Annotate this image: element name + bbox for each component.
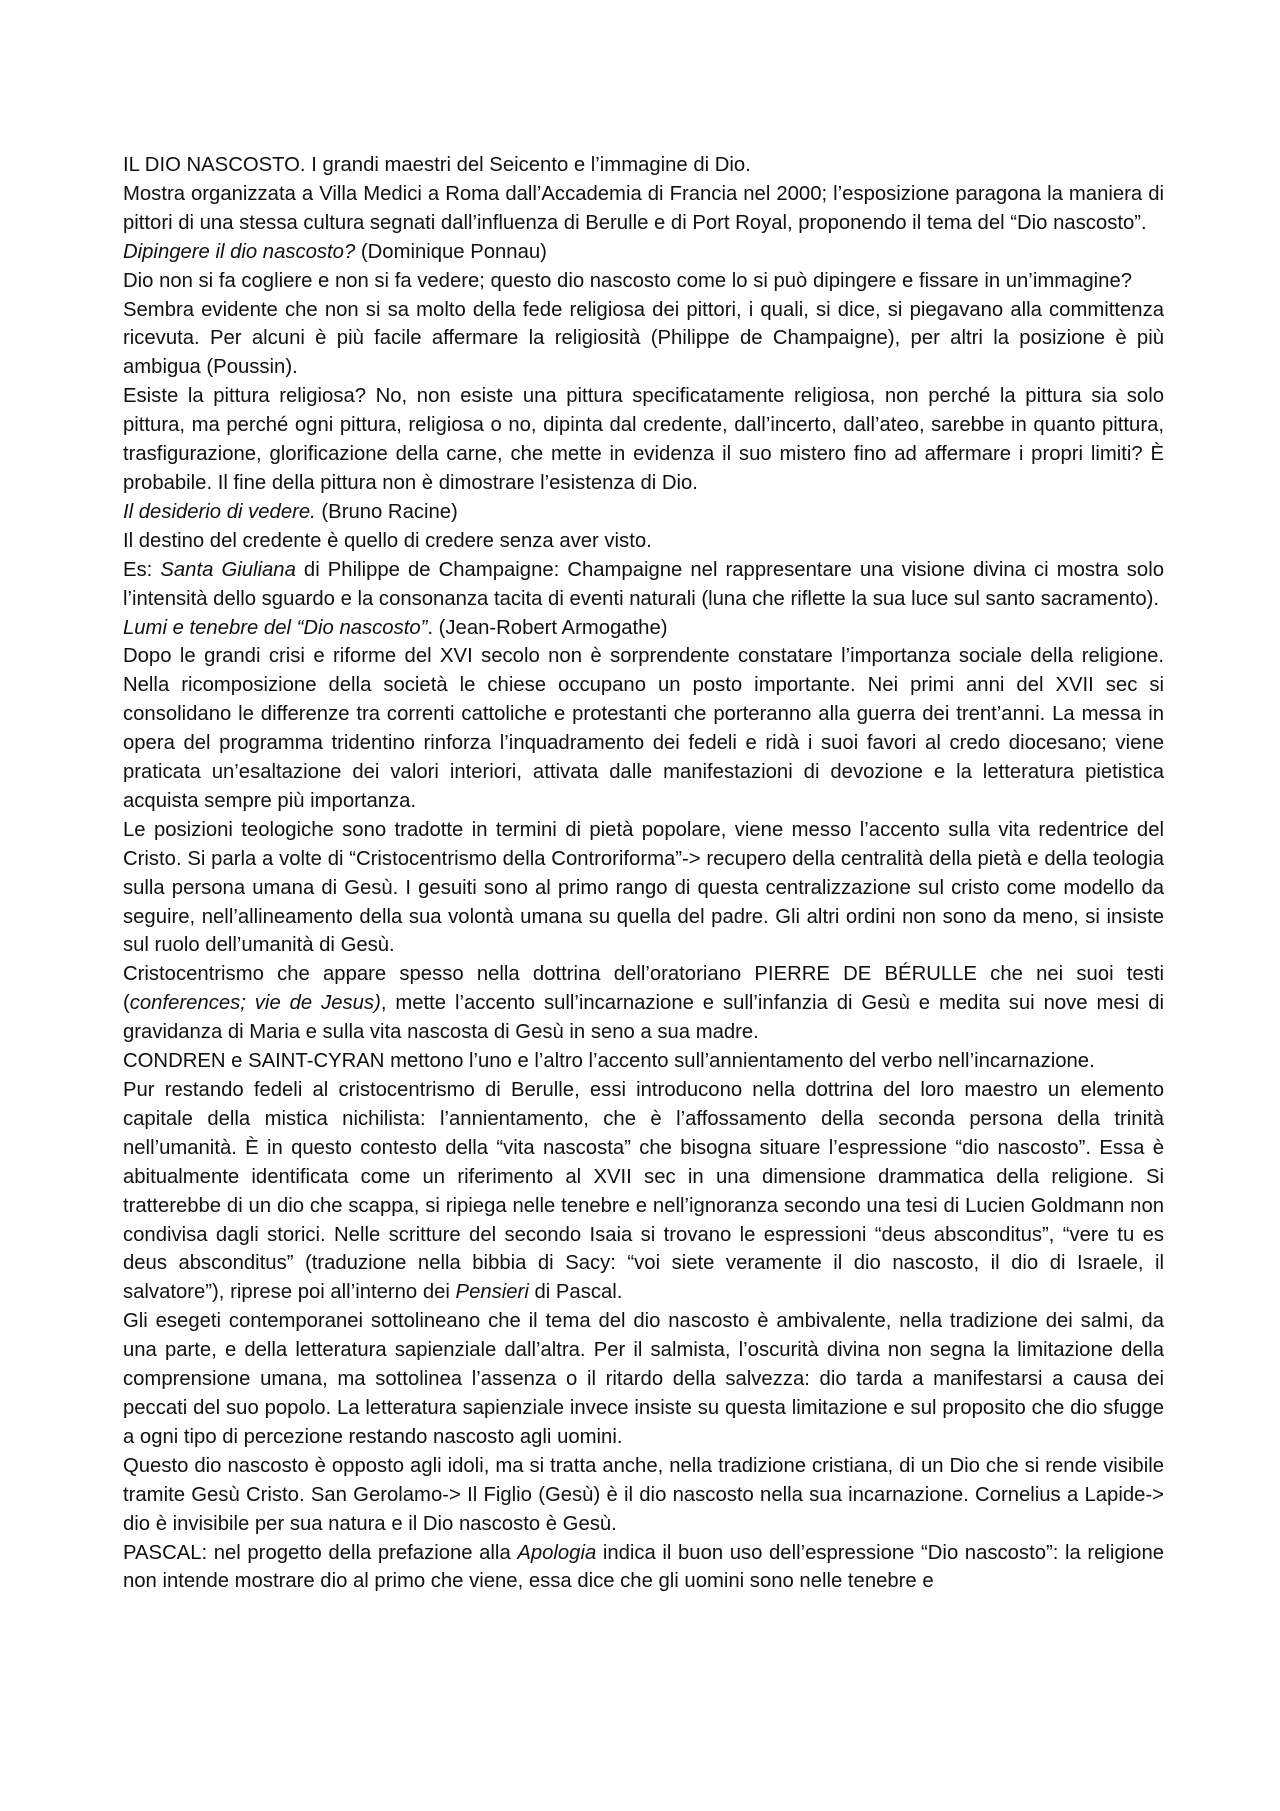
paragraph: Gli esegeti contemporanei sottolineano che il tema del dio nascosto è ambivalente, nella tradizione dei salmi, da una parte, e della letteratura sapienziale dall’altra. Per il salmista, l’oscurità divina non segna la limitazione della comprensione umana, ma sottolinea l’assenza o il ritardo della salvezza: dio tarda a manifestarsi a causa dei peccati del suo popolo. La letteratura sapienziale invece insiste su questa limitazione e sul proposito che dio sfugge a ogni tipo di percezione restando nascosto agli uomini. (123, 1310, 1164, 1448)
work-title: Pensieri (455, 1281, 529, 1304)
paragraph (123, 1539, 1164, 1597)
section-heading-author: (Bruno Racine) (315, 500, 458, 523)
document-title: IL DIO NASCOSTO. I grandi maestri del Seicento e l’immagine di Dio. (123, 154, 751, 176)
paragraph (123, 556, 1164, 614)
text-run: Es: (123, 558, 161, 581)
paragraph: Sembra evidente che non si sa molto della fede religiosa dei pittori, i quali, si dice, si piegavano alla committenza ricevuta. Per alcuni è più facile affermare la religiosità (Philippe de Champaigne), per altri la posizione è più ambigua (Poussin). (123, 298, 1164, 379)
section-heading-author: (Dominique Ponnau) (355, 240, 547, 263)
text-run: di Pascal. (528, 1281, 623, 1304)
paragraph: Dopo le grandi crisi e riforme del XVI secolo non è sorprendente constatare l’importanza sociale della religione. Nella ricomposizione della società le chiese occupano un posto importante. Nei primi anni del XVII sec si consolidano le differenze tra correnti cattoliche e protestanti che porteranno alla guerra dei trent’anni. La messa in opera del programma tridentino rinforza l’inquadramento dei fedeli e ridà i suoi favori al credo diocesano; viene praticata un’esaltazione dei valori interiori, attivata dalle manifestazioni di devozione e la letteratura pietistica acquista sempre più importanza. (123, 645, 1164, 812)
section-heading-author: . (Jean-Robert Armogathe) (427, 616, 668, 639)
section-heading-italic: Lumi e tenebre del “Dio nascosto” (123, 616, 428, 639)
section-heading-italic: Dipingere il dio nascosto? (123, 240, 356, 263)
work-titles: conferences; vie de Jesus) (129, 992, 381, 1015)
text-run: indica il buon uso dell’espressione “Dio nascosto”: la religione non intende mostrare dio al primo che viene, essa dice che gli uomini sono nelle tenebre e (123, 1541, 1164, 1593)
text-run: Cristocentrismo che appare spesso nella dottrina dell’oratoriano PIERRE DE BÉRULLE che nei suoi testi ( (123, 963, 1164, 1015)
paragraph: Questo dio nascosto è opposto agli idoli, ma si tratta anche, nella tradizione cristiana, di un Dio che si rende visibile tramite Gesù Cristo. San Gerolamo-> Il Figlio (Gesù) è il dio nascosto nella sua incarnazione. Cornelius a Lapide-> dio è invisibile per sua natura e il Dio nascosto è Gesù. (123, 1454, 1164, 1535)
text-run: , mette l’accento sull’incarnazione e sull’infanzia di Gesù e medita sui nove mesi di gravidanza di Maria e sulla vita nascosta di Gesù in seno a sua madre. (123, 992, 1164, 1044)
paragraph: CONDREN e SAINT-CYRAN mettono l’uno e l’altro l’accento sull’annientamento del verbo nell’incarnazione. (123, 1050, 1095, 1073)
section-heading-italic: Il desiderio di vedere. (123, 500, 316, 523)
work-title: Apologia (517, 1541, 597, 1564)
paragraph: Esiste la pittura religiosa? No, non esiste una pittura specificatamente religiosa, non perché la pittura sia solo pittura, ma perché ogni pittura, religiosa o no, dipinta dal credente, dall’incerto, dall’ateo, sarebbe in quanto pittura, trasfigurazione, glorificazione della carne, che mette in evidenza il suo mistero fino ad affermare i propri limiti? È probabile. Il fine della pittura non è dimostrare l’esistenza di Dio. (123, 385, 1164, 494)
paragraph: Dio non si fa cogliere e non si fa vedere; questo dio nascosto come lo si può dipingere e fissare in un’immagine? (123, 269, 1133, 292)
text-run: Pur restando fedeli al cristocentrismo di Berulle, essi introducono nella dottrina del loro maestro un elemento capitale della mistica nichilista: l’annientamento, che è l’affossamento della seconda persona della trinità nell’umanità. È in questo contesto della “vita nascosta” che bisogna situare l’espressione “dio nascosto”. Essa è abitualmente identificata come un riferimento al XVII sec in una dimensione drammatica della religione. Si tratterebbe di un dio che scappa, si ripiega nelle tenebre e nell’ignoranza secondo una tesi di Lucien Goldmann non condivisa dagli storici. Nelle scritture del secondo Isaia si trovano le espressioni “deus absconditus”, “vere tu es deus absconditus” (traduzione nella bibbia di Sacy: “voi siete veramente il dio nascosto, il dio di Israele, il salvatore”), riprese poi all’interno dei (123, 1079, 1164, 1304)
document-page (123, 151, 1164, 1596)
section-heading-desiderio (123, 498, 1164, 527)
text-run: di Philippe de Champaigne: Champaigne nel rappresentare una visione divina ci mostra solo l’intensità dello sguardo e la consonanza tacita di eventi naturali (luna che riflette la sua luce sul santo sacramento). (123, 558, 1164, 610)
section-heading-lumi (123, 614, 1164, 643)
paragraph (123, 1076, 1164, 1307)
paragraph (123, 960, 1164, 1047)
paragraph: Il destino del credente è quello di credere senza aver visto. (123, 529, 652, 552)
intro-paragraph: Mostra organizzata a Villa Medici a Roma dall’Accademia di Francia nel 2000; l’esposizione paragona la maniera di pittori di una stessa cultura segnati dall’influenza di Berulle e di Port Royal, proponendo il tema del “Dio nascosto”. (123, 182, 1164, 234)
section-heading-dipingere (123, 238, 1164, 267)
artwork-title: Santa Giuliana (160, 558, 296, 581)
text-run: PASCAL: nel progetto della prefazione alla (123, 1541, 518, 1564)
paragraph: Le posizioni teologiche sono tradotte in termini di pietà popolare, viene messo l’accento sulla vita redentrice del Cristo. Si parla a volte di “Cristocentrismo della Controriforma”-> recupero della centralità della pietà e della teologia sulla persona umana di Gesù. I gesuiti sono al primo rango di questa centralizzazione sul cristo come modello da seguire, nell’allineamento della sua volontà umana su quella del padre. Gli altri ordini non sono da meno, si insiste sul ruolo dell’umanità di Gesù. (123, 818, 1164, 957)
